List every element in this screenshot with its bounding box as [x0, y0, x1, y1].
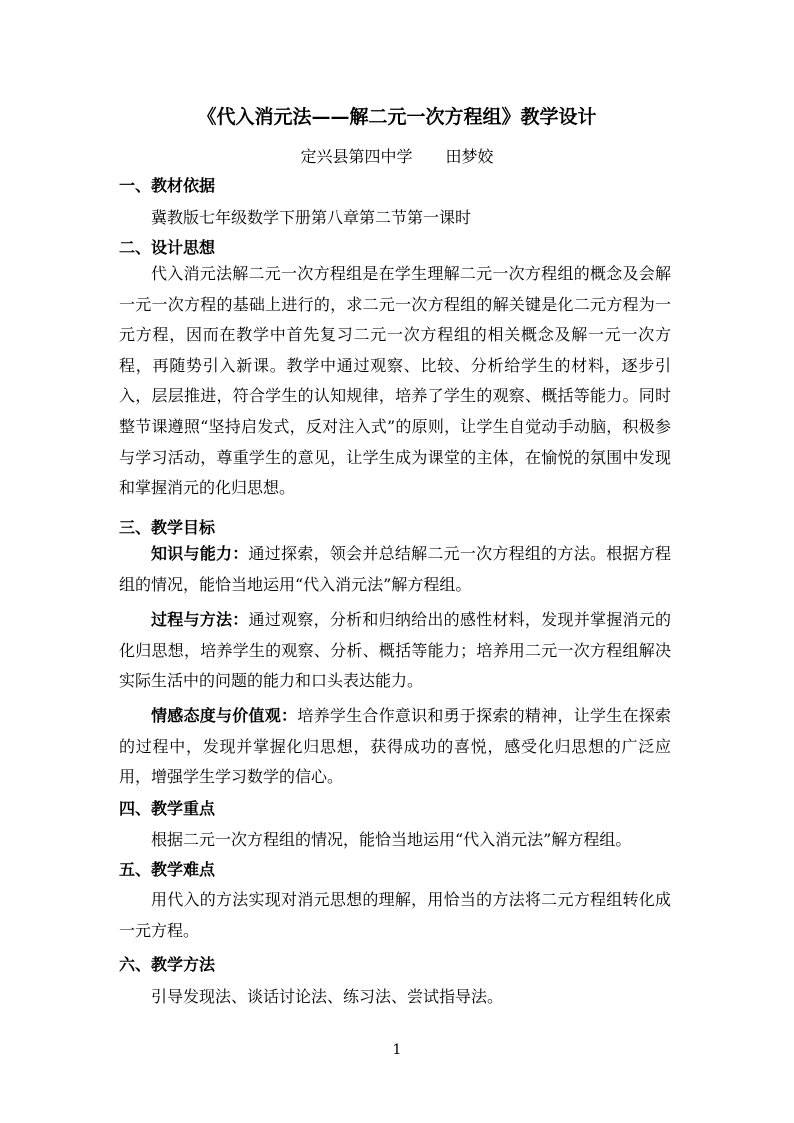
heading-teaching-methods: 六、教学方法 — [119, 955, 216, 974]
paragraph-difficulties: 用代入的方法实现对消元思想的理解，用恰当的方法将二元方程组转化成一元方程。 — [119, 890, 671, 940]
heading-teaching-goals: 三、教学目标 — [119, 518, 216, 537]
paragraph-design-thought: 代入消元法解二元一次方程组是在学生理解二元一次方程组的概念及会解一元一次方程的基础上进行的，求二元一次方程组的解关键是化二元方程为一元方程，因而在教学中首先复习二元一次方程组的相关概念及解一元一次方程，再随势引入新课。教学中通过观察、比较、分析给学生的材料，逐步引入，层层推进，符合学生的认知规律，培养了学生的观察、概括等能力。同时整节课遵照“坚持启发式，反对注入式”的原则，让学生自觉动手动脑，积极参与学习活动，尊重学生的意见，让学生成为课堂的主体，在愉悦的氛围中发现和掌握消元的化归思想。 — [119, 264, 671, 498]
goal-knowledge-text: 通过探索，领会并总结解二元一次方程组的方法。根据方程组的情况，能恰当地运用“代入消元法”解方程组。 — [119, 544, 671, 594]
goal-process-label: 过程与方法： — [151, 610, 249, 629]
page-number: 1 — [392, 1042, 402, 1058]
goal-knowledge-label: 知识与能力： — [151, 544, 249, 563]
paragraph-textbook-basis: 冀教版七年级数学下册第八章第二节第一课时 — [151, 208, 472, 227]
school-name: 定兴县第四中学 — [300, 147, 413, 166]
paragraph-teaching-methods: 引导发现法、谈话讨论法、练习法、尝试指导法。 — [151, 987, 504, 1006]
paragraph-goal-process — [119, 605, 671, 697]
paragraph-goal-knowledge — [119, 539, 671, 600]
goal-process-text: 通过观察，分析和归纳给出的感性材料，发现并掌握消元的化归思想，培养学生的观察、分析、概括等能力；培养用二元一次方程组解决实际生活中的问题的能力和口头表达能力。 — [119, 610, 671, 691]
author-name: 田梦姣 — [445, 147, 494, 166]
byline — [0, 145, 794, 169]
heading-difficulties: 五、教学难点 — [119, 860, 216, 879]
goal-attitude-label: 情感态度与价值观： — [151, 706, 298, 725]
heading-design-thought: 二、设计思想 — [119, 238, 216, 257]
heading-key-points: 四、教学重点 — [119, 799, 216, 818]
document-title: 《代入消元法——解二元一次方程组》教学设计 — [197, 106, 597, 128]
heading-textbook-basis: 一、教材依据 — [119, 176, 216, 195]
paragraph-key-points: 根据二元一次方程组的情况，能恰当地运用“代入消元法”解方程组。 — [151, 830, 632, 849]
paragraph-goal-attitude — [119, 701, 671, 793]
goal-attitude-text: 培养学生合作意识和勇于探索的精神，让学生在探索的过程中，发现并掌握化归思想，获得成功的喜悦，感受化归思想的广泛应用，增强学生学习数学的信心。 — [119, 706, 671, 787]
